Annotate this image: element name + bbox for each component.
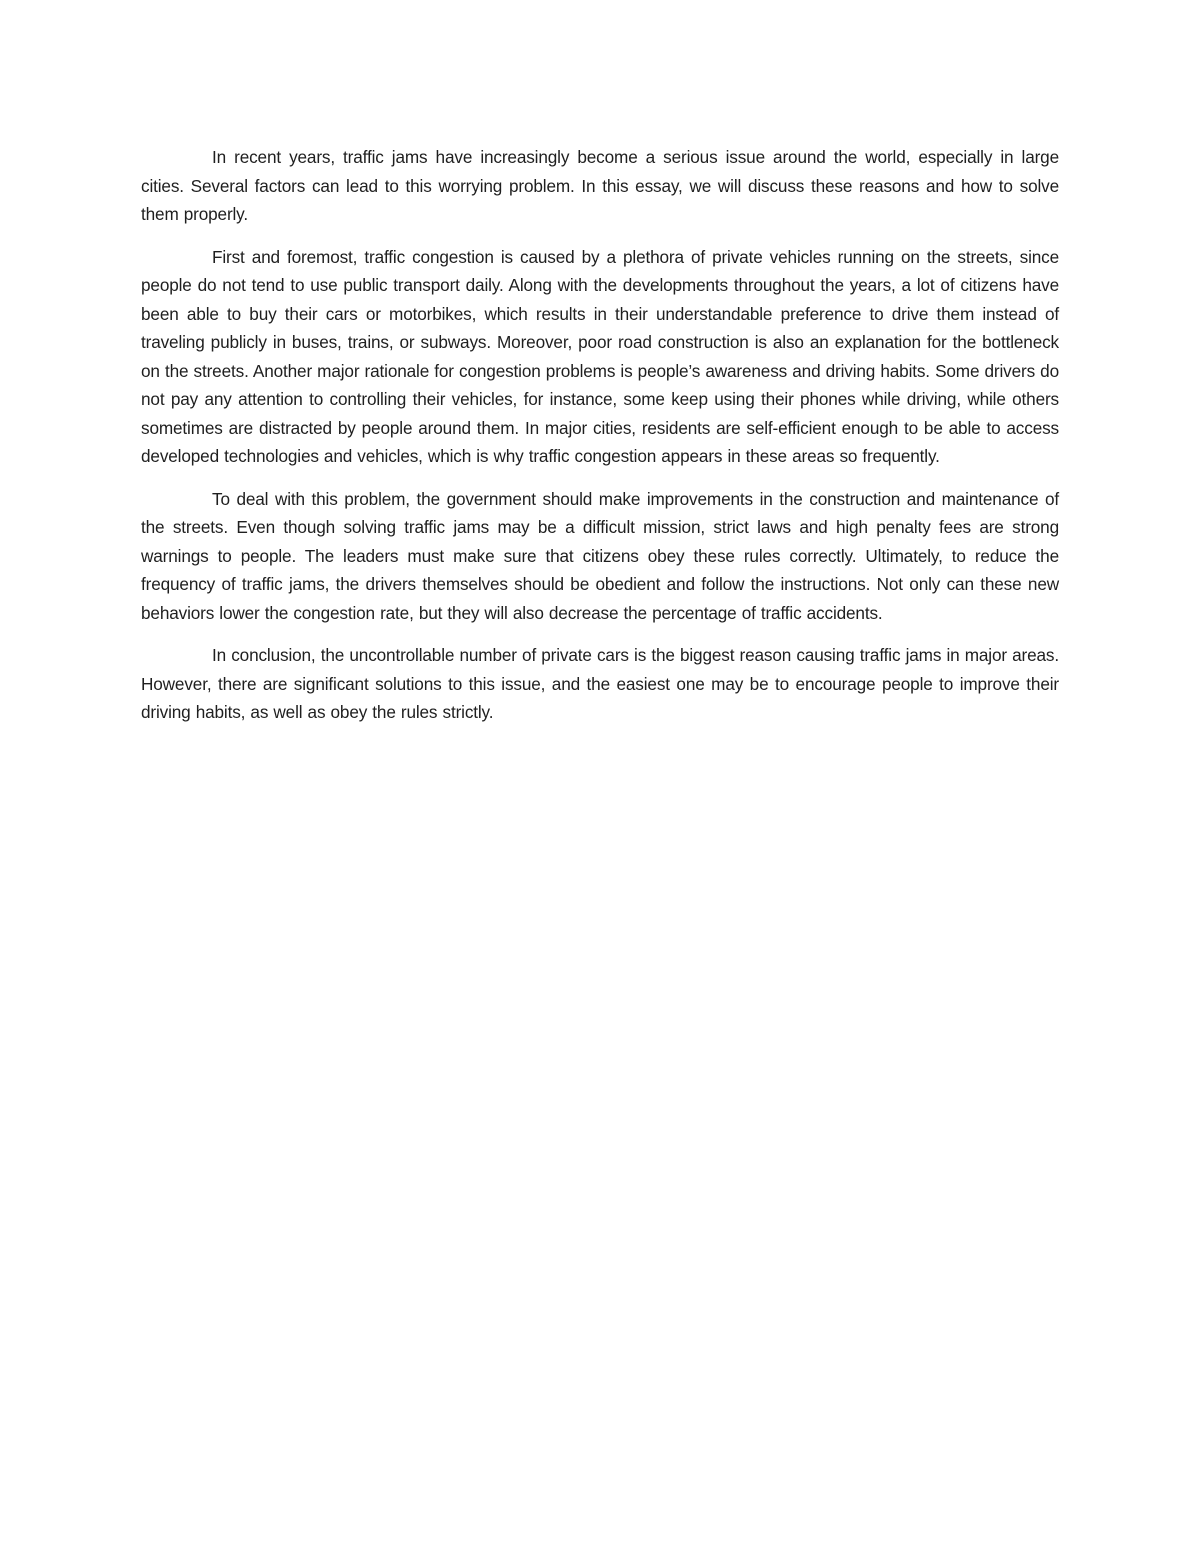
- paragraph-conclusion: In conclusion, the uncontrollable number of private cars is the biggest reason causing traffic jams in major areas. However, there are significant solutions to this issue, and the easiest one may be to encourage people to improve their driving habits, as well as obey the rules strictly.: [141, 645, 1059, 722]
- essay-body: [141, 143, 1059, 741]
- paragraph-solutions: To deal with this problem, the government should make improvements in the construction and maintenance of the streets. Even though solving traffic jams may be a difficult mission, strict laws and high penalty fees are strong warnings to people. The leaders must make sure that citizens obey these rules correctly. Ultimately, to reduce the frequency of traffic jams, the drivers themselves should be obedient and follow the instructions. Not only can these new behaviors lower the congestion rate, but they will also decrease the percentage of traffic accidents.: [141, 488, 1059, 623]
- paragraph-causes: First and foremost, traffic congestion is caused by a plethora of private vehicles running on the streets, since people do not tend to use public transport daily. Along with the developments throughout the years, a lot of citizens have been able to buy their cars or motorbikes, which results in their understandable preference to drive them instead of traveling publicly in buses, trains, or subways. Moreover, poor road construction is also an explanation for the bottleneck on the streets. Another major rationale for congestion problems is people’s awareness and driving habits. Some drivers do not pay any attention to controlling their vehicles, for instance, some keep using their phones while driving, while others sometimes are distracted by people around them. In major cities, residents are self-efficient enough to be able to access developed technologies and vehicles, which is why traffic congestion appears in these areas so frequently.: [141, 246, 1059, 466]
- paragraph-introduction: In recent years, traffic jams have increasingly become a serious issue around the world, especially in large cities. Several factors can lead to this worrying problem. In this essay, we will discuss these reasons and how to solve them properly.: [141, 147, 1059, 224]
